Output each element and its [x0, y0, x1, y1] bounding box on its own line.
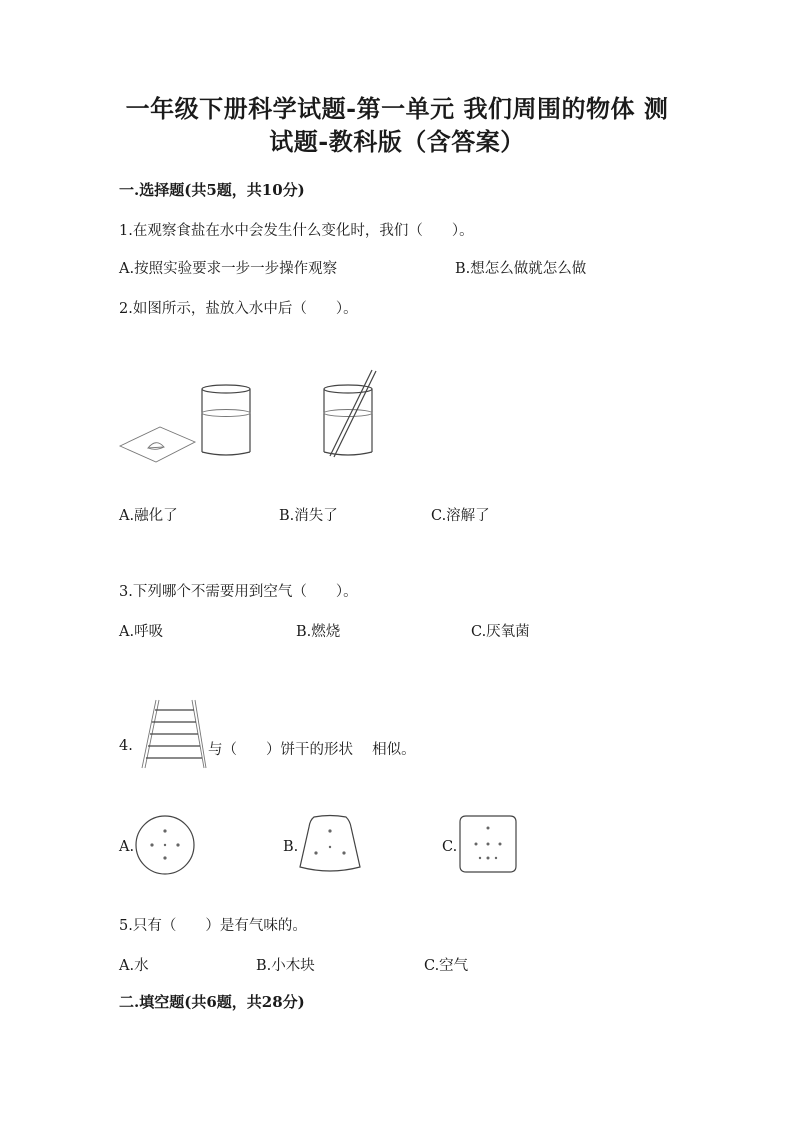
title-line-1: 一年级下册科学试题-第一单元 我们周围的物体 测 [125, 94, 669, 123]
stirring-glass-figure [320, 368, 410, 462]
title-line-2: 试题-教科版（含答案） [269, 127, 525, 156]
question-4-number: 4. [119, 738, 133, 754]
question-4-stem: 与（ ）饼干的形状 相似。 [208, 742, 416, 758]
round-biscuit-figure [134, 814, 196, 876]
question-3-stem: 3.下列哪个不需要用到空气（ ）。 [119, 584, 358, 600]
question-3-option-c: C.厌氧菌 [471, 624, 530, 640]
question-2-option-a: A.融化了 [119, 508, 178, 524]
question-1-option-b: B.想怎么做就怎么做 [455, 261, 587, 277]
ladder-figure [138, 698, 206, 770]
question-2-option-b: B.消失了 [279, 508, 338, 524]
question-3-option-b: B.燃烧 [296, 624, 341, 640]
section-heading-fill-in: 二.填空题(共6题，共28分) [119, 993, 305, 1011]
question-1-option-a: A.按照实验要求一步一步操作观察 [119, 261, 338, 277]
question-1-stem: 1.在观察食盐在水中会发生什么变化时，我们（ ）。 [119, 223, 474, 239]
question-4-option-b: B. [283, 839, 299, 855]
page-title [100, 92, 694, 158]
question-5-stem: 5.只有（ ）是有气味的。 [119, 918, 307, 934]
question-4-option-a: A. [119, 839, 135, 855]
question-5-option-c: C.空气 [424, 958, 469, 974]
question-5-option-b: B.小木块 [256, 958, 315, 974]
salt-on-paper-beside-glass-figure [118, 382, 258, 462]
question-5-option-a: A.水 [119, 958, 149, 974]
question-3-option-a: A.呼吸 [119, 624, 164, 640]
square-biscuit-figure [458, 814, 518, 874]
question-2-stem: 2.如图所示，盐放入水中后（ ）。 [119, 301, 358, 317]
question-4-option-c: C. [442, 839, 458, 855]
question-2-option-c: C.溶解了 [431, 508, 490, 524]
section-heading-choice: 一.选择题(共5题，共10分) [119, 181, 305, 199]
trapezoid-biscuit-figure [298, 813, 362, 875]
